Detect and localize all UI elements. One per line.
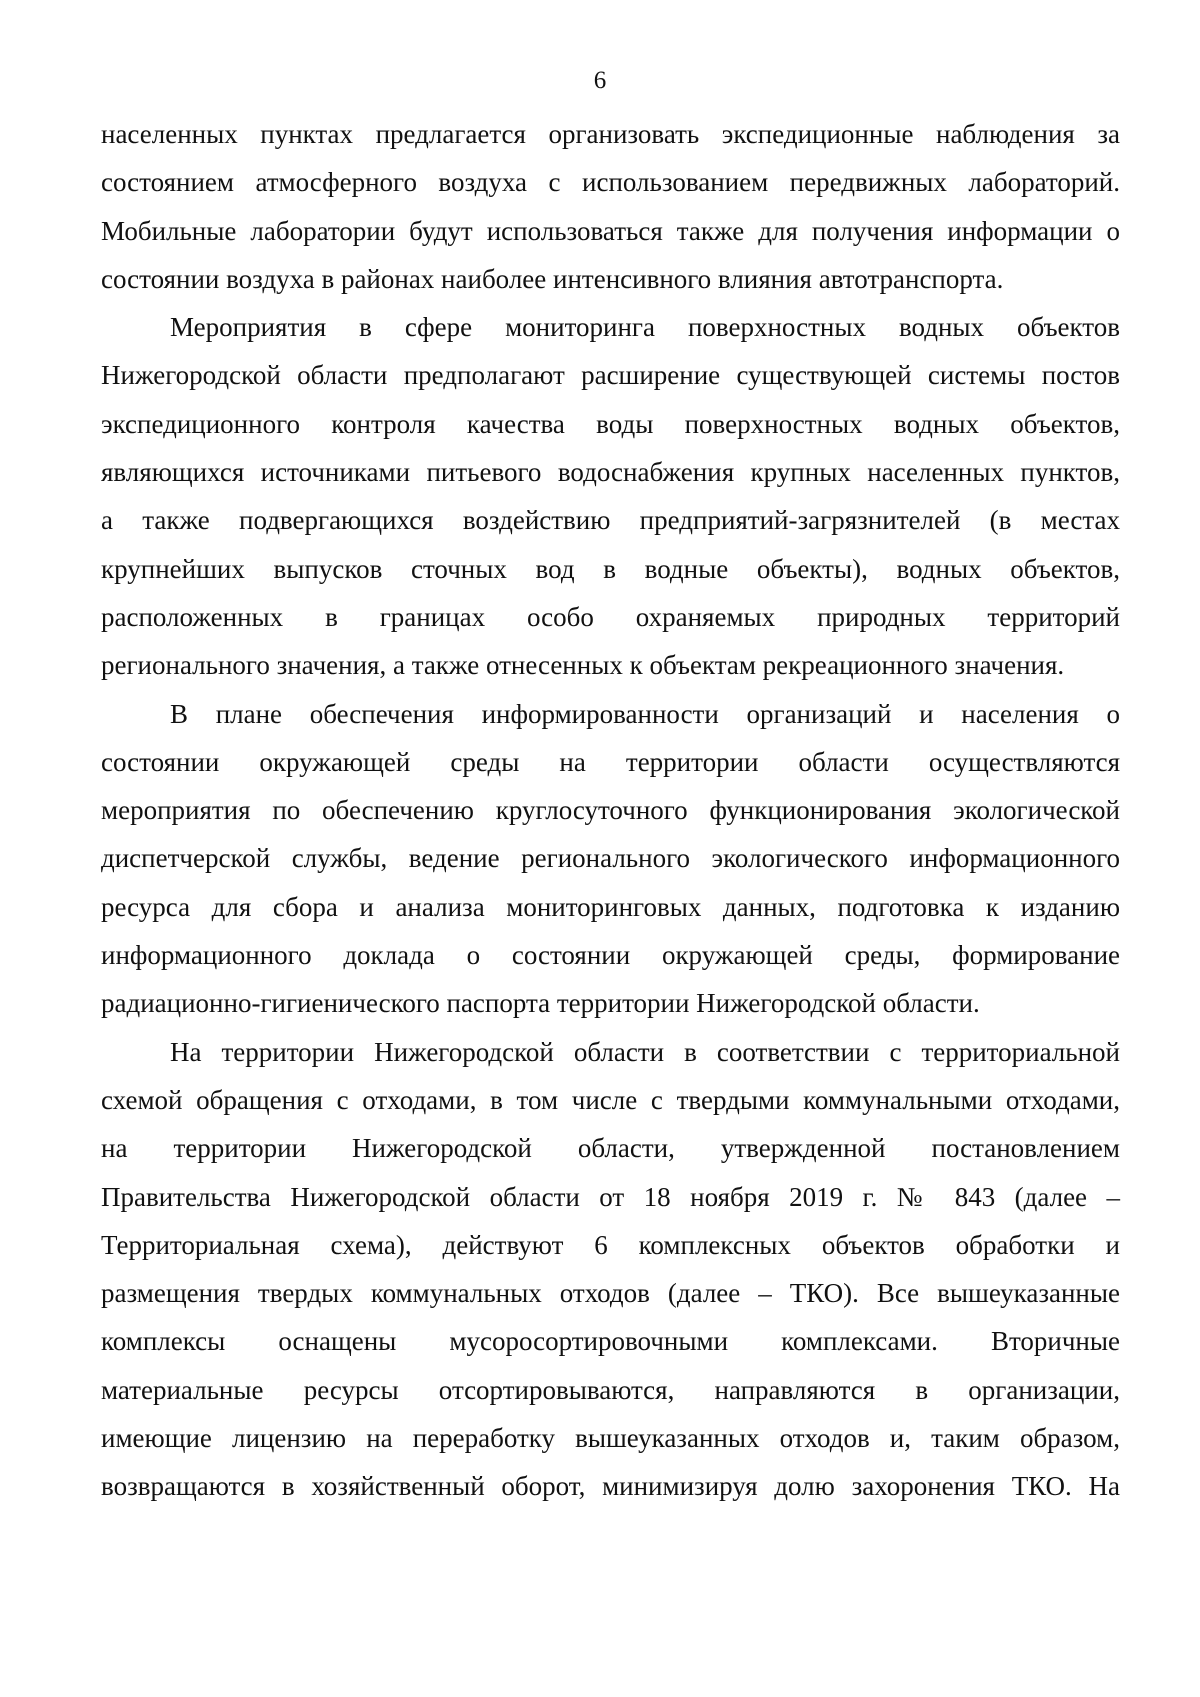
text-line: На территории Нижегородской области в соответствии с территориальной [170,1036,1120,1067]
text-line: информационного доклада о состоянии окружающей среды, формирование [101,940,1120,971]
text-line: регионального значения, а также отнесенных к объектам рекреационного значения. [101,650,1065,681]
text-line: состоянием атмосферного воздуха с использованием передвижных лабораторий. [101,167,1120,198]
text-line: комплексы оснащены мусоросортировочными комплексами. Вторичные [101,1326,1120,1357]
text-line: Правительства Нижегородской области от 18 ноября 2019 г. № 843 (далее – [101,1181,1120,1212]
text-line: состоянии воздуха в районах наиболее интенсивного влияния автотранспорта. [101,263,1004,294]
body-text [101,110,1120,1511]
text-line: возвращаются в хозяйственный оборот, минимизируя долю захоронения ТКО. На [101,1471,1120,1502]
text-line: диспетчерской службы, ведение регионального экологического информационного [101,843,1120,874]
text-line: населенных пунктах предлагается организовать экспедиционные наблюдения за [101,119,1120,149]
text-line: радиационно-гигиенического паспорта территории Нижегородской области. [101,988,980,1019]
text-line: имеющие лицензию на переработку вышеуказанных отходов и, таким образом, [101,1423,1120,1454]
text-line: размещения твердых коммунальных отходов (далее – ТКО). Все вышеуказанные [101,1278,1120,1309]
text-line: на территории Нижегородской области, утвержденной постановлением [101,1133,1120,1164]
text-line: ресурса для сбора и анализа мониторинговых данных, подготовка к изданию [101,891,1120,922]
text-line: а также подвергающихся воздействию предприятий-загрязнителей (в местах [101,505,1120,536]
text-line: Мобильные лаборатории будут использоваться также для получения информации о [101,215,1120,246]
text-line: крупнейших выпусков сточных вод в водные объекты), водных объектов, [101,553,1120,584]
text-line: Территориальная схема), действуют 6 комплексных объектов обработки и [101,1229,1120,1260]
page-number: 6 [593,67,607,94]
text-line: В плане обеспечения информированности организаций и населения о [170,698,1120,729]
text-line: расположенных в границах особо охраняемых природных территорий [101,601,1120,632]
text-line: экспедиционного контроля качества воды поверхностных водных объектов, [101,408,1120,439]
text-line: Нижегородской области предполагают расширение существующей системы постов [101,360,1120,391]
text-line: состоянии окружающей среды на территории области осуществляются [101,746,1120,777]
text-line: материальные ресурсы отсортировываются, направляются в организации, [101,1374,1120,1405]
text-line: схемой обращения с отходами, в том числе с твердыми коммунальными отходами, [101,1084,1120,1115]
text-line: являющихся источниками питьевого водоснабжения крупных населенных пунктов, [101,457,1120,488]
text-line: мероприятия по обеспечению круглосуточного функционирования экологической [101,795,1120,826]
text-line: Мероприятия в сфере мониторинга поверхностных водных объектов [170,312,1120,343]
